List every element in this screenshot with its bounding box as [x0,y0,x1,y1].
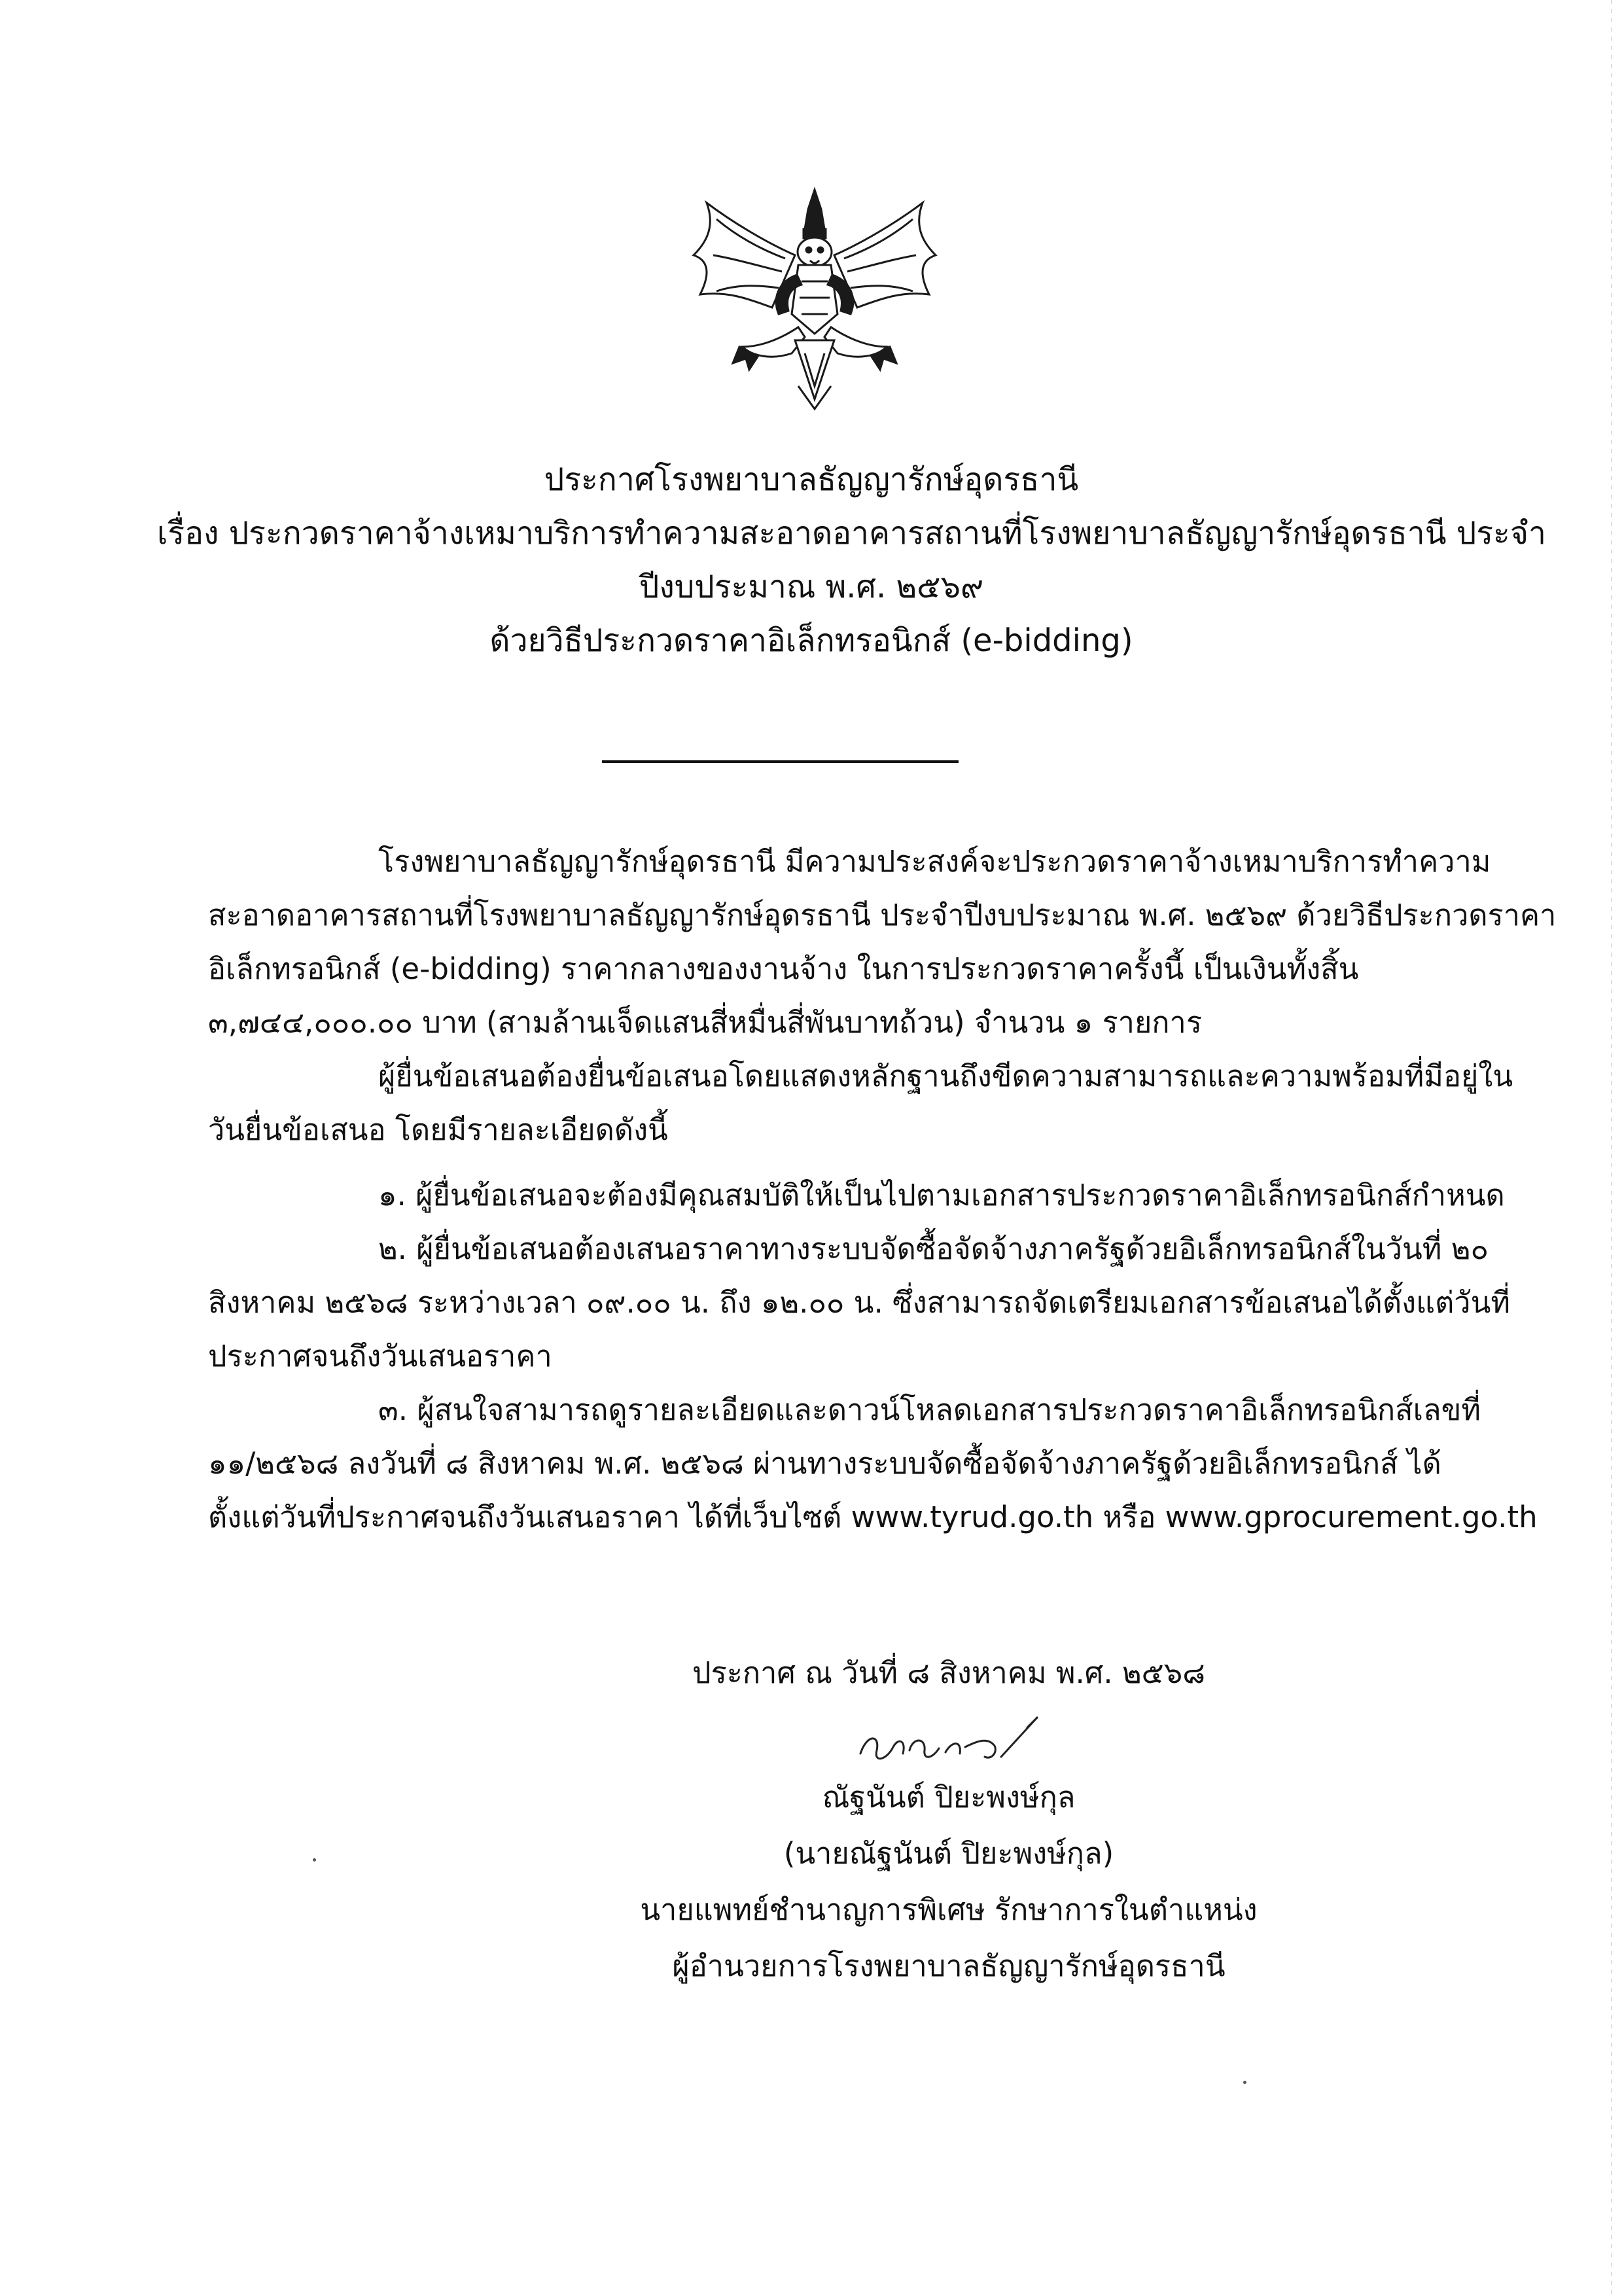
body-p1-line2: สะอาดอาคารสถานที่โรงพยาบาลธัญญารักษ์อุดรธานี ประจำปีงบประมาณ พ.ศ. ๒๕๖๙ ด้วยวิธีประกวดราคา [208,898,1557,932]
announce-date: ประกาศ ณ วันที่ ๘ สิงหาคม พ.ศ. ๒๕๖๘ [692,1655,1205,1690]
subject-line-2: ปีงบประมาณ พ.ศ. ๒๕๖๙ [639,569,984,605]
body-p1-line1: โรงพยาบาลธัญญารักษ์อุดรธานี มีความประสงค์จะประกวดราคาจ้างเหมาบริการทำความ [378,844,1491,879]
body-p1-line4: ๓,๗๔๔,๐๐๐.๐๐ บาท (สามล้านเจ็ดแสนสี่หมื่นสี่พันบาทถ้วน) จำนวน ๑ รายการ [208,1005,1202,1040]
scan-speck [313,1858,316,1862]
list-item-2-line2: สิงหาคม ๒๕๖๘ ระหว่างเวลา ๐๙.๐๐ น. ถึง ๑๒.๐๐ น. ซึ่งสามารถจัดเตรียมเอกสารข้อเสนอได้ตั้งแต่วันที่ [208,1285,1510,1320]
procurement-method: ด้วยวิธีประกวดราคาอิเล็กทรอนิกส์ (e-bidding) [489,622,1133,659]
signer-position-line2: ผู้อำนวยการโรงพยาบาลธัญญารักษ์อุดรธานี [672,1949,1226,1983]
scan-edge-artifact [1611,0,1612,2296]
header-divider [602,760,959,763]
signer-position-line1: นายแพทย์ชำนาญการพิเศษ รักษาการในตำแหน่ง [640,1892,1258,1927]
announcement-title: ประกาศโรงพยาบาลธัญญารักษ์อุดรธานี [544,461,1079,498]
garuda-emblem-icon [680,183,949,412]
signer-name: ณัฐนันต์ ปิยะพงษ์กุล [822,1780,1076,1814]
list-item-2-line1: ๒. ผู้ยื่นข้อเสนอต้องเสนอราคาทางระบบจัดซื้อจัดจ้างภาครัฐด้วยอิเล็กทรอนิกส์ในวันที่ ๒๐ [378,1231,1489,1266]
subject-line-1: เรื่อง ประกวดราคาจ้างเหมาบริการทำความสะอาดอาคารสถานที่โรงพยาบาลธัญญารักษ์อุดรธานี ประจำ [157,515,1546,552]
list-item-3-line1: ๓. ผู้สนใจสามารถดูรายละเอียดและดาวน์โหลดเอกสารประกวดราคาอิเล็กทรอนิกส์เลขที่ [378,1392,1481,1427]
body-p2-line1: ผู้ยื่นข้อเสนอต้องยื่นข้อเสนอโดยแสดงหลักฐานถึงขีดความสามารถและความพร้อมที่มีอยู่ใน [378,1059,1513,1093]
signature-icon [847,1701,1070,1773]
list-item-3-line3: ตั้งแต่วันที่ประกาศจนถึงวันเสนอราคา ได้ที่เว็บไซต์ www.tyrud.go.th หรือ www.gprocurement.go.th [208,1500,1538,1534]
body-p1-line3: อิเล็กทรอนิกส์ (e-bidding) ราคากลางของงานจ้าง ในการประกวดราคาครั้งนี้ เป็นเงินทั้งสิ้น [208,951,1359,986]
signer-full-name: (นายณัฐนันต์ ปิยะพงษ์กุล) [783,1836,1114,1871]
body-p2-line2: วันยื่นข้อเสนอ โดยมีรายละเอียดดังนี้ [208,1112,668,1147]
list-item-3-line2: ๑๑/๒๕๖๘ ลงวันที่ ๘ สิงหาคม พ.ศ. ๒๕๖๘ ผ่านทางระบบจัดซื้อจัดจ้างภาครัฐด้วยอิเล็กทรอนิกส์ ได้ [208,1446,1441,1481]
list-item-1: ๑. ผู้ยื่นข้อเสนอจะต้องมีคุณสมบัติให้เป็นไปตามเอกสารประกวดราคาอิเล็กทรอนิกส์กำหนด [378,1178,1505,1212]
scan-speck [1243,2081,1246,2084]
list-item-2-line3: ประกาศจนถึงวันเสนอราคา [208,1339,552,1373]
